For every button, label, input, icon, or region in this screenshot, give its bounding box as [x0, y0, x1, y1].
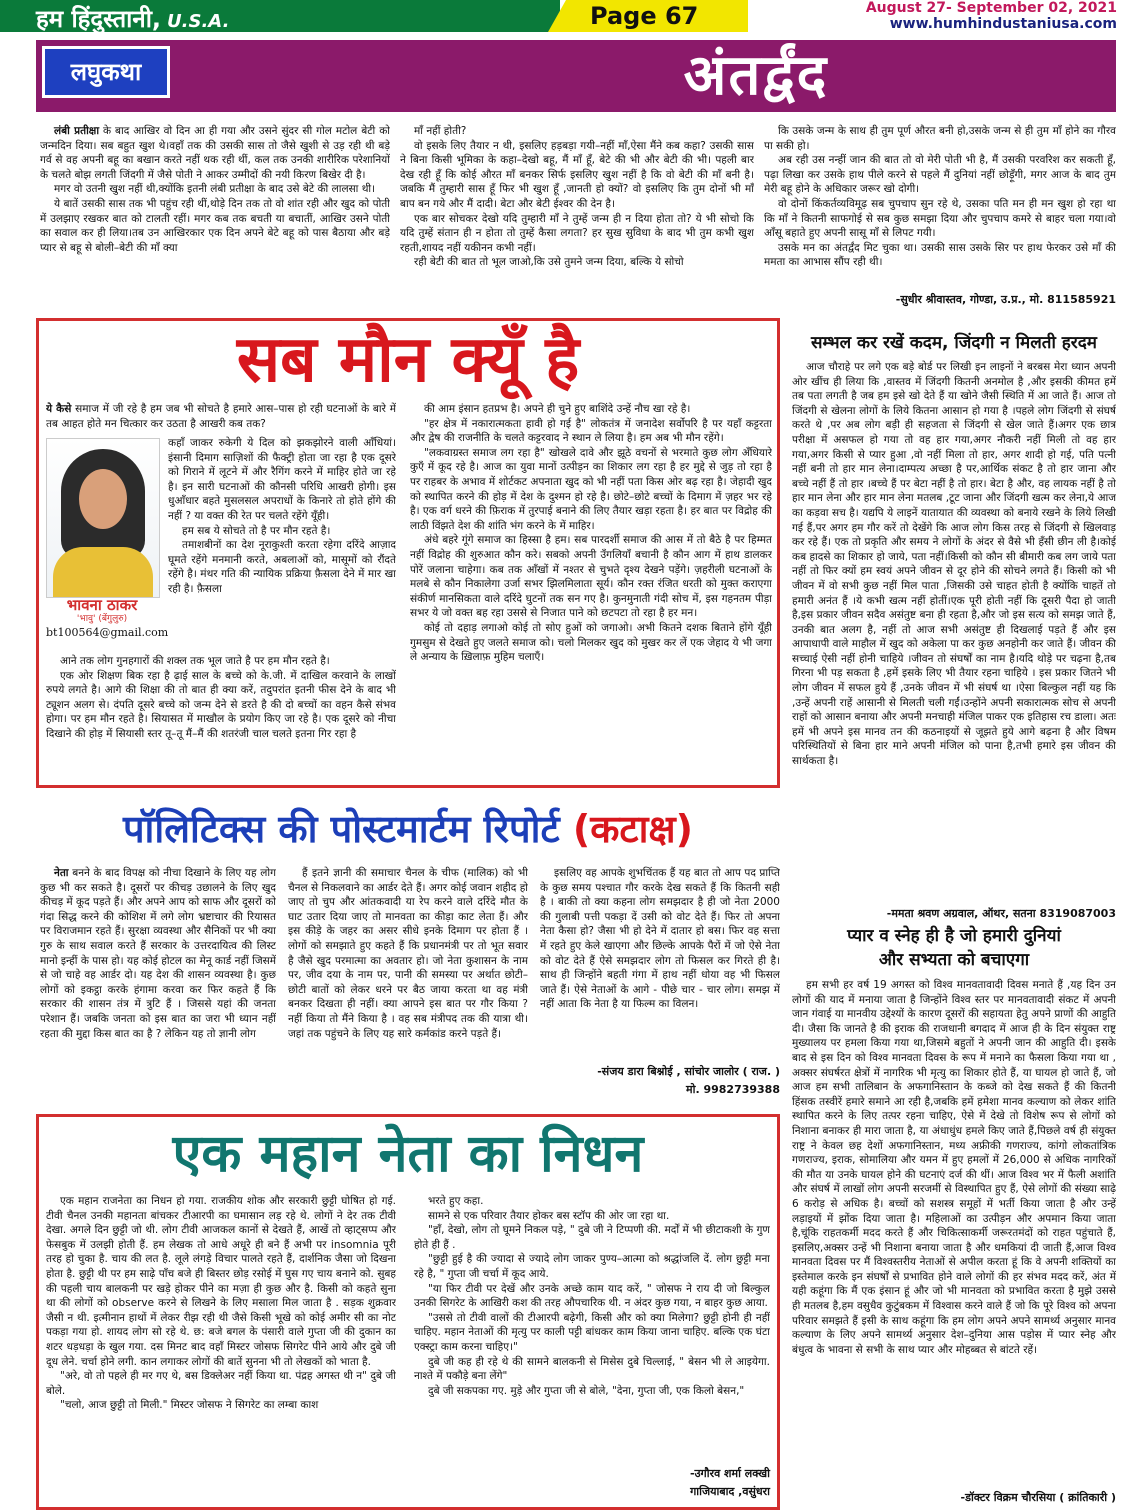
paragraph: ये बातें उसकी सास तक भी पहुंच रही थीं,थोड़े दिन तक तो वो शांत रही और खुद को पोती में उलझाए रखकर बात को टालती रहीं। मगर कब तक बचती या बचातीं, आखिर उसने पोती का सवाल कर ही लिया।तब उन आखिरकार एक दिन अपने बेटे बहू को पास बैठाया और बड़े प्यार से बहू से बोली–बेटी की माँ क्या: [40, 197, 390, 254]
paragraph: "हाँ, देखो, लोग तो घूमने निकल पड़े, " दुबे जी ने टिप्पणी की. मर्दों में भी छीटाकशी के गुण होते ही हैं .: [414, 1224, 770, 1251]
author-photo-dress: [53, 547, 153, 598]
paragraph: "चलो, आज छुट्टी तो मिली." मिस्टर जोसफ ने सिगरेट का लम्बा काश: [60, 1399, 319, 1412]
politics-phone: मो. 9982739388: [686, 1083, 780, 1096]
paragraph: नेता बनने के बाद विपक्ष को नीचा दिखाने के लिए यह लोग कुछ भी कर सकते है। दूसरों पर कीचड़ उछालने के लिए खुद कीचड़ में कूद पड़ते हैं। और अपने आप को साफ और दूसरों को गंदा सिद्ध करने की कोशिश में लगे लोग भ्रष्टाचार की रियासत पर विराजमान रहते हैं। सुरक्षा व्यवस्था और सैनिकों पर भी क्या गुरु के साथ सवाल करते हैं सरकार के उत्तरदायित्व की लिस्ट मानो इन्हीं के पास हो। यह कोई होटल का मेनू कार्ड नहीं जिसमें से जो चाहे वह आर्डर दो। यह देश की शासन व्यवस्था है। कुछ लोगों को इकट्ठा करके हंगामा करवा कर फिर कहते हैं कि सरकार की शासन तंत्र में त्रुटि हैं । जिससे यहां की जनता परेशान हैं। जबकि जनता को इस बात का जरा भी ध्यान नहीं रहता की मुद्दा किस बात का है ? लेकिन यह तो ज्ञानी लोग: [40, 867, 276, 1040]
right-heading-1: सम्भल कर रखें कदम, जिंदगी न मिलती हरदम: [811, 333, 1097, 353]
author-photo-face: [79, 469, 127, 529]
paragraph: कोई तो दहाड़ लगाओ कोई तो सोए हुओं को जगाओ। अभी कितने दशक बिताने होंगे यूँही गुमसुम से देखते हुए जलते समाज को। चलो मिलकर खुद को मुखर कर लें एक जेहाद ये भी जगा ले अन्याय के ख़िलाफ़ मुहिम चलाएँ।: [410, 621, 772, 664]
neta-place: गाजियाबाद ,वसुंधरा: [690, 1485, 770, 1498]
politics-column-3: [540, 866, 780, 1064]
paragraph: अंधे बहरे गूंगे समाज का हिस्सा है हम। सब पारदर्शी समाज की आस में तो बैठे है पर हिम्मत नहीं विद्रोह की शुरुआत कौन करे। सबको अपनी उँगलियाँ बचानी है कौन आग में हाथ डालकर पोरें जलाना चाहेगा। कब तक आँखों में नश्तर से चुभते दृश्य देखने पड़ेंगे। ज़हरीली घटनाओं के मलबे से कौन निकालेगा उर्जा सभर झिलमिलाता सूर्य। कौन रक्त रंजित धरती को मुक्त कराएगा संकीर्ण मानसिकता वाले दरिंदे घुटनों तक सन गए है। कुनमुनाती गंदी सोच में, इस गहनतम पीड़ा सभर ये जो वक्त बह रहा उससे से निजात पाने को छटपटा तो रहा है हर मन।: [410, 534, 772, 620]
paragraph: उसके मन का अंतर्द्वंद मिट चुका था। उसकी सास उसके सिर पर हाथ फेरकर उसे माँ की ममता का आभास सौंप रही थी।: [764, 241, 1116, 269]
paragraph: दुबे जी कह ही रहे थे की सामने बालकनी से मिसेस दुबे चिल्लाई, " बेसन भी ले आइयेगा. नाश्ते में पकौड़े बना लेंगे": [414, 1355, 770, 1383]
section-label: लघुकथा: [42, 46, 170, 98]
paragraph: माँ नहीं होती?: [414, 125, 467, 137]
neta-column-2: [414, 1194, 770, 1462]
right-article-1: [792, 360, 1116, 904]
right-signature-2: -डॉक्टर विक्रम चौरसिया ( क्रांतिकारी ): [960, 1491, 1116, 1504]
paragraph: "छुट्टी हुई है की ज्यादा से ज्यादे लोग जाकर पुण्य–आत्मा को श्रद्धांजलि दें. लोग छुट्टी मना रहे है, " गुप्ता जी चर्चा में कूद आये.: [414, 1253, 770, 1280]
issue-date: August 27- September 02, 2021: [865, 0, 1117, 16]
right-article-2: [792, 978, 1116, 1486]
politics-title-row: [36, 796, 780, 862]
maun-intro: ये कैसे समाज में जी रहे है हम जब भी सोचते है हमारे आस–पास हो रही घटनाओं के बारे में तब आहत होते मन चित्कार कर उठता है आखरी कब तक?: [46, 403, 396, 430]
paragraph: अब रही उस नन्हीं जान की बात तो वो मेरी पोती भी है, मैं उसकी परवरिश कर सकती हूँ, पढ़ा लिखा कर उसके हाथ पीले करने से पहले मैं दुनियां नहीं छोड़ूँगी, मगर आज के बाद तुम मेरी बहू होने के अधिकार जरूर खो दोगी।: [764, 154, 1116, 196]
author-name: भावना ठाकर: [66, 596, 138, 614]
paragraph: मगर वो उतनी खुश नहीं थी,क्योंकि इतनी लंबी प्रतीक्षा के बाद उसे बेटे की लालसा थी।: [54, 183, 376, 196]
story-title-band: [36, 40, 1116, 112]
right-signature-1: -ममता श्रवण अग्रवाल, ऑथर, सतना 8319087003: [886, 907, 1116, 920]
paragraph: रही बेटी की बात तो भूल जाओ,कि उसे तुमने जन्म दिया, बल्कि ये सोचो: [414, 256, 684, 269]
author-email[interactable]: bt100564@gmail.com: [46, 626, 169, 639]
right-article-2-text: हम सभी हर वर्ष 19 अगस्त को विश्व मानवतावादी दिवस मनाते हैं ,यह दिन उन लोगों की याद में मनाया जाता है जिन्होंने विश्व स्तर पर मानवतावादी संकट में अपनी जान गंवाई या मानवीय उद्देश्यों के कारण दूसरों की सहायता हेतु अपने प्राणों की आहुति दी। जैसा कि जानते है की इराक की राजधानी बगदाद में आज ही के दिन संयुक्त राष्ट्र मुख्यालय पर हमला किया गया था,जिसमे बहुतों ने अपनी जान की आहुति दी। इसके बाद से इस दिन को विश्व मानवता दिवस के रूप में मनाने का फैसला किया गया था , अक्सर संघर्षरत क्षेत्रों में नागरिक भी मृत्यु का शिकार होते हैं, या घायल हो जाते हैं, जो आज हम सभी तालिबान के अफगानिस्तान के कब्जे को देख सकते हैं की कितनी हिंसक तस्वीरें हमारे समाने आ रही है,जबकि हमें हमेशा मानव कल्याण को लेकर शांति स्थापित करने के लिए तत्पर रहना चाहिए, ऐसे में देखे तो विशेष रूप से लोगों को निशाना बनाकर ही मारा जाता है, या अंधाधुंध हमले किए जाते हैं,पिछले वर्ष ही संयुक्त राष्ट्र ने केवल छह देशों अफगानिस्तान, मध्य अफ्रीकी गणराज्य, कांगो लोकतांत्रिक गणराज्य, इराक, सोमालिया और यमन में हुए हमलों में 26,000 से अधिक नागरिकों की मौत या उनके घायल होने की घटनाएं दर्ज की थीं। आज विश्व भर में फैली अशांति और संघर्ष में लाखों लोग अपनी सरजमीं से विस्थापित हुए हैं, ऐसे लोगों की संख्या साढ़े 6 करोड़ से अधिक है। बच्चों को सशस्त्र समूहों में भर्ती किया जाता है और उन्हें लड़ाइयों में झोंक दिया जाता है। महिलाओं का उत्पीड़न और अपमान किया जाता है,चूंकि राहतकर्मी मदद करते हैं और चिकित्साकर्मी जरूरतमंदों को राहत पहुंचाते हैं, इसलिए,अक्सर उन्हें भी निशाना बनाया जाता है और धमकियां दी जाती हैं,आज विश्व मानवता दिवस पर मैं विश्वस्तरीय नेताओं से अपील करता हूं कि वे अपनी शक्तियों का इस्तेमाल करके इन संघर्षों से प्रभावित होने वाले लोगों की हर संभव मदद करें, अंत में यही कहूंगा कि मैं एक इंसान हूं और जो भी मानवता को प्रभावित करता है मुझे उससे ही मतलब है,हम वसुधैव कुटुंबकम में विश्वास करने वाले हैं जो कि पूरे विश्व को अपना परिवार समझते हैं इसी के साथ कहूंगा कि हम लोग अपने अपने सामर्थ्य अनुसार मानव कल्याण के लिए अपने सामर्थ्य अनुसार देश–दुनिया आस पड़ोस में प्यार स्नेह और बंधुत्व के भावना से सभी के साथ प्यार और मोहब्बत से बांटते रहें।: [792, 979, 1116, 1356]
paragraph: एक बार सोचकर देखो यदि तुम्हारी माँ ने तुम्हें जन्म ही न दिया होता तो? ये भी सोचो कि यदि तुम्हें संतान ही न होता तो तुम्हें कैसा लगता? हर सुख सुविधा के बाद भी तुम कभी खुश रहती,शायद नहीं यकीनन कभी नहीं।: [400, 212, 754, 254]
right-heading-2b: और सभ्यता को बचाएगा: [878, 950, 1030, 970]
maun-column-2: [410, 402, 772, 782]
right-article-1-text: आज चौराहे पर लगे एक बड़े बोर्ड पर लिखी इन लाइनों ने बरबस मेरा ध्यान अपनी ओर खींच ही लिया कि ,वास्तव में जिंदगी कितनी अनमोल है ,और इसकी कीमत हमें तब पता लगती है जब हम इसे खो देते हैं या खोने जैसी स्थिति में आ जाते हैं। आज तो जिंदगी से खेलना लोगों के लिये कितना आसान हो गया है ।पहले लोग जिंदगी से संघर्ष करते थे ,पर अब लोग बड़ी ही सहजता से जिंदगी से खेल जाते हैं।अगर एक छात्र परीक्षा में असफल हो गया तो वह हार गया,अगर नौकरी नहीं मिली तो वह हार गया,अगर किसी से प्यार हुआ ,वो नहीं मिला तो हार, अगर शादी हो गई, पति पत्नी नहीं बनी तो हार मान लेना।दाम्पत्य अच्छा है पर,आर्थिक संकट है तो हार जाना और बच्चे नहीं हैं तो हार ।बच्चे हैं पर बेटा नहीं है तो हार। बेटा है और, वह लायक नहीं है तो हार मान लेना और हार मान लेना मतलब ,टूट जाना और जिंदगी खत्म कर लेना,ये आज का कड़वा सच है। यद्यपि ये लाइनें यातायात की व्यवस्था को बनाये रखने के लिये लिखी गई हैं,पर अगर हम गौर करें तो देखेंगे कि आज लोग किस तरह से जिंदगी से खिलवाड़ कर रहे हैं। एक तो प्रकृति और समय ने लोगों के अंदर से वैसे भी हँसी छीन ली है।कोई कब हादसे का शिकार हो जाये, पता नहीं।किसी को कौन सी बीमारी कब लग जाये पता नहीं तो फिर क्यों हम स्वयं अपने जीवन से दूर होने की सोचने लगते हैं। किसी को भी जीवन में वो सभी कुछ नहीं मिल पाता ,जिसकी उसे चाहत होती है क्योंकि चाहतें तो हमारी अनंत हैं ।ये कभी खत्म नहीं होतीं।एक पूरी होती नहीं कि दूसरी पैदा हो जाती है,इस प्रकार जीवन सदैव असंतुष्ट बना ही रहता है,और जो इस सत्य को समझ जाते हैं, उनकी बात अलग है, नहीं तो आज सभी असंतुष्ट ही दिखलाई पड़ते हैं और इस आपाधापी वाले माहौल में खुद को अकेला पा कर कुछ अनहोनी कर जाते हैं। जीवन की सच्चाई ऐसी नहीं होनी चाहिये ।जीवन तो संघर्षों का नाम है।यदि थोड़े पर चढ़ना है,तब गिरना भी पड़ सकता है ,हमें इसके लिए भी तैयार रहना चाहिये । इस प्रकार जितने भी लोग जीवन में सफल हुये हैं ,उनके जीवन में भी संघर्ष था ।ऐसा बिल्कुल नहीं यह कि ,उन्हें अपनी राहें आसानी से मिलती चली गईं।उन्होंने अपनी सकारात्मक सोच से अपनी राहों को आसान बनाया और अपनी मनचाही मंजिल पाकर एक इतिहास रच डाला। अतः हमें भी अपने इस मानव तन की कठनाइयों से जूझते हुये आगे बढ़ना है और विषम परिस्थितियों से बिना हार माने अपनी मंजिल को पाना है,तभी हमारे इस जीवन की सार्थकता है।: [792, 361, 1116, 768]
author-credit: [46, 596, 169, 648]
neta-column-1: [46, 1194, 396, 1504]
masthead-green-bar: [0, 0, 560, 32]
paragraph: कि उसके जन्म के साथ ही तुम पूर्ण औरत बनी हो,उसके जन्म से ही तुम माँ होने का गौरव पा सकी हो।: [764, 125, 1116, 152]
neta-title: एक महान नेता का निधन: [172, 1124, 644, 1184]
paragraph: लंबी प्रतीक्षा के बाद आखिर वो दिन आ ही गया और उसने सुंदर सी गोल मटोल बेटी को जन्मदिन दिया। सब बहुत खुश थे।वहाँ तक की उसकी सास तो जैसे खुशी से उड़ रही थी बड़े गर्व से वह अपनी बहू का बखान करते नहीं थक रही थीं, कल तक उनकी शारीरिक परेशानियों के चलते बोझ लगती जिंदगी में जैसे पोती ने आकर उम्मीदों की नयी किरण बिखेर दी है।: [40, 125, 390, 181]
website-url[interactable]: www.humhindustaniusa.com: [889, 16, 1117, 32]
story-signature: -सुधीर श्रीवास्तव, गोण्डा, उ.प्र., मो. 811585921: [895, 293, 1116, 306]
story-column-2: [400, 124, 754, 306]
maun-title: सब मौन क्यूँ है: [236, 323, 580, 397]
story-column-3: [764, 124, 1116, 290]
paragraph: इसलिए वह आपके शुभचिंतक हैं यह बात तो आप पद प्राप्ति के कुछ समय पश्चात गौर करके देख सकते हैं कि कितनी सही है । बाकी तो क्या कहना लोग समझदार है ही जो नेता 2000 की गुलाबी पत्ती पकड़ा दें उसी को वोट देते हैं। फिर तो अपना नेता कैसा हो? जैसा भी हो देने में दातार हो बस। फिर वह सत्ता में रहते हुए केले खाएगा और छिल्के आपके पैरों में जो ऐसे नेता को वोट देते हैं ऐसे समझदार लोग तो फिसल कर गिरते ही है। साथ ही जिन्होंने बहती गंगा में हाथ नहीं धोया वह भी फिसल जाते हैं। ऐसे नेताओं के आगे - पीछे चार - चार लोग। समझ में नहीं आता कि नेता है या फिल्म का विलन।: [540, 867, 780, 1011]
paragraph: "या फिर टीवी पर देखें और उनके अच्छे काम याद करें, " जोसफ ने राय दी जो बिल्कुल उनकी सिगरेट के आखिरी कश की तरह औपचारिक थी. न अंदर कुछ गया, न बाहर कुछ आया.: [414, 1282, 770, 1310]
maun-beside-photo: [168, 436, 396, 654]
politics-suffix: (कटाक्ष): [572, 807, 694, 851]
maun-column-1: [46, 654, 396, 782]
brand-name: [36, 2, 229, 35]
paragraph: आने तक लोग गुनहगारों की शक्ल तक भूल जाते है पर हम मौन रहते है।: [60, 655, 330, 667]
paragraph: एक महान राजनेता का निधन हो गया. राजकीय शोक और सरकारी छुट्टी घोषित हो गई. टीवी चैनल उनकी महानता बांचकर टीआरपी का घमासान लड़ रहे थे. लोगों ने देर तक टीवी देखा. अगले दिन छुट्टी जो थी. लोग टीवी आजकल कानों से देखते हैं, आखें तो व्हाट्सप्प और फेसबुक में उलझी होती हैं. हम लेखक तो आधे अधूरे ही बने हैं अभी पर insomnia पूरी तरह हो चुका है. चाय की लत है. लूले लंगड़े विचार पालते रहते हैं, दार्शनिक जैसा जो दिखना होता है. छुट्टी थी पर हम साढ़े पाँच बजे ही बिस्तर छोड़ रसोई में घुस गए चाय बनाने को. सुबह की पहली चाय बालकनी पर खड़े होकर पीने का मज़ा ही कुछ और है. किसी को कहते सुना था की लोगों को observe करने से लिखने के लिए मसाला मिल जाता है . सड़क शुक्रवार जैसी न थी. इत्मीनान हाथों में लेकर रीझ रही थी जैसे किसी भूखे को कोई अमीर सी का नोट पकड़ा गया हो. शायद लोग सो रहे थे. छ: बजे बगल के पंसारी वाले गुप्ता जी की दुकान का शटर धड़धड़ा के खुल गया. दस मिनट बाद वहाँ मिस्टर जोसफ सिगरेट पीने आये और दुबे जी दूध लेने. चर्चा होने लगी. कान लगाकर लोगों की बातें सुनना भी तो लेखकों को भाता है.: [46, 1195, 396, 1368]
politics-title: पॉलिटिक्स की पोस्टमार्टम रिपोर्ट: [122, 807, 560, 851]
paragraph: "लकवाग्रस्त समाज लग रहा है" खोखले दावे और झूठे वचनों से भरमाते कुछ लोग अँधियारे कुएँ में कूद रहे है। आज का युवा मानों उत्पीड़न का शिकार लग रहा है हर मुद्दे से जुड़ तो रहा है पर राहबर के अभाव में शोर्टकट अपनाता खुद को भी नहीं पता किस ओर बढ़ रहा है। जेहादी खुद को स्थापित करने की होड़ में देश के दुश्मन हो रहे है। छोटे–छोटे बच्चों के दिमाग में ज़हर भर रहे है। एक वर्ग धरने की फ़िराक में तुरपाई बनाने की लिए तैयार खड़ा रहता है। हर बात पर विद्रोह की लाठी विंझते देश की शांति भंग करने के में माहिर।: [410, 446, 772, 532]
maun-beside-photo-text-2: हम सब ये सोचते तो है पर मौन रहते है।: [182, 524, 331, 537]
brand-title: हम हिंदुस्तानी,: [36, 5, 162, 33]
paragraph: सामने से एक परिवार तैयार होकर बस स्टॉप की ओर जा रहा था.: [428, 1209, 670, 1222]
paragraph: की आम इंसान हतप्रभ है। अपने ही चुने हुए बाशिंदे उन्हें नौच खा रहे है।: [424, 403, 691, 415]
story-column-1: [40, 124, 390, 306]
paragraph: "हर क्षेत्र में नकारात्मकता हावी हो गई है" लोकतंत्र में जनादेश सर्वोपरि है पर यहाँ कट्टरता और द्वेष की राजनीति के चलते कट्टरवाद ने स्थान ले लिया है। हम अब भी मौन रहेंगे।: [410, 417, 772, 445]
brand-suffix: U.S.A.: [167, 11, 230, 32]
author-photo: [46, 438, 160, 598]
page-number: Page 67: [590, 2, 699, 30]
story-title: अंतर्द्वंद: [683, 43, 829, 108]
paragraph: वो इसके लिए तैयार न थी, इसलिए हड़बड़ा गयी–नहीं माँ,ऐसा मैंने कब कहा? उसकी सास ने बिना किसी भूमिका के कहा–देखो बहू, मैं माँ हूँ, बेटे की भी और बेटी की भी। पहली बार देख रही हूँ कि कोई औरत माँ बनकर सिर्फ इसलिए खुश नहीं है कि वो बेटी की माँ बनी है। जबकि मैं तुम्हारी सास हूँ फिर भी खुश हूँ ,जानती हो क्यों? वो इसलिए कि तुम दोनों भी माँ बाप बन गये और मैं दादी। बेटा और बेटी ईश्वर की देन है।: [400, 139, 754, 210]
politics-signature: -संजय डारा बिश्नोई , सांचोर जालोर ( राज. ): [597, 1065, 780, 1078]
paragraph: भरते हुए कहा.: [428, 1195, 484, 1207]
maun-beside-photo-text-3: तमाशबीनों का देश नूराकुश्ती करता रहेगा दरिंदे आज़ाद घूमते रहेंगे मनमानी करते, अबलाओं को, मासूमों को रौंदते रहेंगे है। मंथर गति की न्यायिक प्रक्रिया फ़ैसला देने में मार खा रही है। फ़ैसला: [168, 539, 396, 595]
right-heading-2a: प्यार व स्नेह ही है जो हमारी दुनियां: [847, 926, 1061, 946]
paragraph: वो दोनों किंकर्तव्यविमूढ़ सब चुपचाप सुन रहे थे, उसका पति मन ही मन खुश हो रहा था कि माँ ने कितनी साफगोई से सब कुछ समझा दिया और चुपचाप कमरे से बाहर चला गया।वो आँसू बहाते हुए अपनी सासू माँ से लिपट गयी।: [764, 197, 1116, 240]
neta-signature: -उगौरव शर्मा लक्खी: [689, 1467, 770, 1480]
paragraph: एक ओर शिक्षण बिक रहा है ढ़ाई साल के बच्चे को के.जी. में दाखिल करवाने के लाखों रुपये लगते है। आगे की शिक्षा की तो बात ही क्या करें, तदुपरांत इतनी फीस देने के बाद भी ट्यूशन अलग से। दंपति दूसरे बच्चे को जन्म देने से डरते है की दो बच्चों का वहन कैसे संभव होगा। पर हम मौन रहते है। सियासत में माखौल के प्रयोग किए जा रहे है। एक दूसरे को नीचा दिखाने की होड़ में सियासी स्तर तू–तू मैं–मैं की शतरंजी चाल चलते इतना गिर रहा है: [46, 669, 396, 740]
maun-beside-photo-text: कहाँ जाकर रुकेगी ये दिल को झकझोरने वाली आँधियां। इंसानी दिमाग साज़िशों की फैक्ट्री होता जा रहा है एक दूसरे को गिराने में लूटने में और रैगिंग करने में माहिर होते जा रहे है। इन सारी घटनाओं की कौनसी परिधि आखरी होगी। इस धुआँधार बहते मुसलसल अपराधों के किनारे तो होते होंगे की नहीं ? या वक्त की रेत पर चलते रहेंगे यूँही।: [168, 437, 396, 522]
author-city: 'भावु' (बेंगुलुरु): [76, 614, 128, 624]
politics-column-1: [40, 866, 276, 1106]
paragraph: "उससे तो टीवी वालों की टीआरपी बढ़ेगी, किसी और को क्या मिलेगा? छुट्टी होनी ही नहीं चाहिए. महान नेताओं की मृत्यु पर काली पट्टी बांधकर काम किया जाना चाहिए. बल्कि एक घंटा एक्स्ट्रा काम करना चाहिए।": [414, 1311, 770, 1353]
politics-column-2: [288, 866, 528, 1106]
masthead: [0, 0, 1135, 32]
paragraph: दुबे जी सकपका गए. मुड़े और गुप्ता जी से बोले, "देना, गुप्ता जी, एक किलो बेसन,": [428, 1384, 745, 1397]
paragraph: हैं इतने ज्ञानी की समाचार चैनल के चीफ (मालिक) को भी चैनल से निकलवाने का आर्डर देते हैं। अगर कोई जवान शहीद हो जाए तो चुप और आंतकवादी या रेप करने वाले दरिंदे मौत के घाट उतार दिया जाए तो मानवता का कीड़ा काट लेता हैं। और इस कीड़े के जहर का असर सीधे इनके दिमाग पर होता हैं । लोगों को समझाते हुए कहते हैं कि प्रधानमंत्री पर तो भूत सवार है जैसे खुद परमात्मा का अवतार हो। जो नेता कुशासन के नाम पर, जीव दया के नाम पर, पानी की समस्या पर अर्थात छोटी–छोटी बातों को लेकर धरने पर बैठ जाया करता था वह मंत्री बनकर दिखता ही नहीं। क्या आपने इस बात पर गौर किया ? नहीं किया तो मैंने किया है । वह सब मंत्रीपद तक की यात्रा थी। जहां तक पहुंचने के लिए यह सारे कर्मकांड करने पड़ते हैं।: [288, 867, 528, 1040]
paragraph: "अरे, वो तो पहले ही मर गए थे, बस डिक्लेअर नहीं किया था. पंद्रह अगस्त थी न" दुबे जी बोले.: [46, 1370, 396, 1397]
